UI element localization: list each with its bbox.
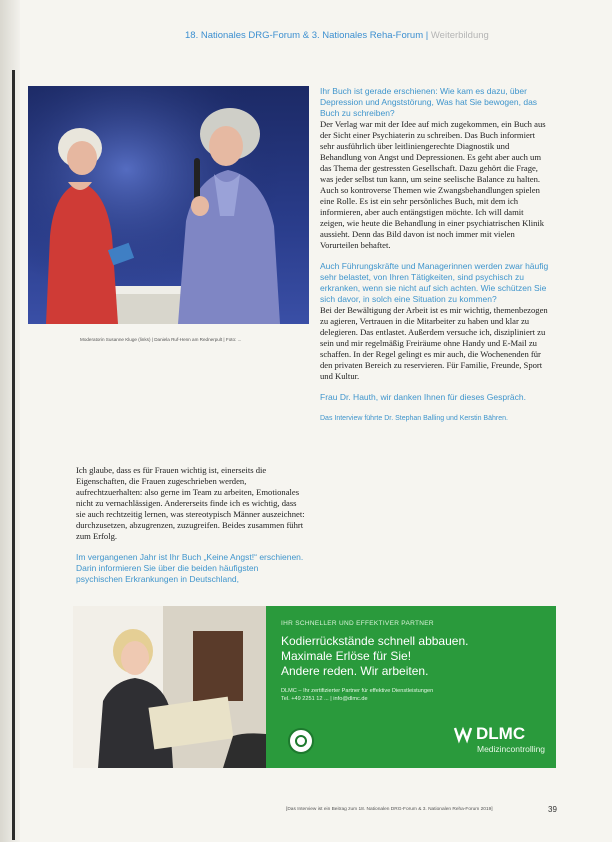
interview-credit: Das Interview führte Dr. Stephan Balling und Kerstin Bähren. [320, 415, 508, 422]
ad-contact [281, 687, 551, 703]
logo-name: DLMC [476, 724, 526, 743]
question-3: Im vergangenen Jahr ist Ihr Buch „Keine Angst!“ erschienen. Darin informieren Sie über die beiden häufigsten psychischen Erkrankungen in Deutschland, [76, 552, 304, 584]
dlmc-mark-icon [453, 724, 473, 744]
spacer [320, 251, 550, 261]
ad-headline-line-2: Maximale Erlöse für Sie! [281, 649, 412, 663]
page-number: 39 [548, 805, 557, 814]
ad-topline: IHR SCHNELLER UND EFFEKTIVER PARTNER [281, 620, 434, 627]
ad-photo [73, 606, 266, 768]
closing-thanks: Frau Dr. Hauth, wir danken Ihnen für dieses Gespräch. [320, 392, 526, 402]
ad-contact-line-1: DLMC – Ihr zertifizierter Partner für effektive Dienstleistungen [281, 688, 434, 694]
answer-0: Ich glaube, dass es für Frauen wichtig ist, einerseits die Eigenschaften, die Frauen zugeschrieben werden, aufrechtzuerhalten: also gerne im Team zu arbeiten, Emotionales nicht zu vernachlässigen. Andererseits finde ich es wichtig, dass sie auch rechtzeitig lernen, was stereotypisch Männer auszeichnet: durchzusetzen, abzugrenzen, zuzugreifen. Beides zusammen führt zum Erfolg. [76, 465, 305, 541]
header-section: Weiterbildung [430, 30, 489, 41]
dlmc-advertisement[interactable] [73, 606, 556, 768]
header-separator: | [423, 30, 431, 41]
binding-edge [12, 70, 15, 840]
page-footer-note: [Das Interview ist ein Beitrag zum 18. Nationalen DRG-Forum & 3. Nationalen Reha-Forum 2019] [286, 807, 493, 812]
ad-headline-line-3: Andere reden. Wir arbeiten. [281, 664, 429, 678]
ad-headline [281, 634, 551, 679]
question-1: Ihr Buch ist gerade erschienen: Wie kam es dazu, über Depression und Angststörung, Was hat Sie bewogen, das Buch zu schreiben? [320, 86, 538, 118]
stage-photo-illustration [28, 86, 309, 324]
spacer [320, 382, 550, 392]
logo-subtitle: Medizincontrolling [477, 744, 546, 754]
certification-seal-icon [288, 728, 314, 754]
running-header [185, 30, 489, 41]
ad-contact-line-2[interactable]: Tel. +49 2251 12 ... | info@dlmc.de [281, 696, 368, 702]
answer-1: Der Verlag war mit der Idee auf mich zugekommen, ein Buch aus der Sicht einer Psychiaterin zu schreiben. Das Buch informiert sehr ausführlich über leitliniengerechte Diagnostik und Behandlung von Angst und Depressionen. Es geht aber auch um das Thema der gestressten Gesellschaft. Dazu gehört die Frage, was jeder selbst tun kann, um seine seelische Balance zu halten. Auch so kontroverse Themen wie Zwangsbehandlungen spielen eine Rolle. Es ist ein sehr persönliches Buch, mit dem ich informieren, aber auch entängstigen möchte. Ich will damit zeigen, wie heute die Behandlung in einer psychiatrischen Klinik aussieht. Denn das Bild davon ist noch immer mit vielen Vorurteilen behaftet. [320, 119, 546, 250]
ad-text-block [281, 620, 551, 703]
spacer [320, 403, 550, 413]
photo-caption: Moderatorin Susanne Kluge (links) | Daniela Ruf-Henn am Rednerpult | Foto: ... [80, 337, 242, 342]
ad-photo-illustration [73, 606, 266, 768]
left-column [76, 465, 306, 585]
right-column [320, 86, 550, 424]
dlmc-logo [453, 724, 545, 754]
answer-2: Bei der Bewältigung der Arbeit ist es mir wichtig, themenbezogen zu agieren, Vertrauen in die Mitarbeiter zu haben und klar zu delegieren. Das entlastet. Außerdem versuche ich, diszipliniert zu sein und mir regelmäßig Freiräume ohne Handy und E-Mail zu schaffen. In der Regel gelingt es mir auch, die Wochenenden für den privaten Bereich zu reservieren. Für Familie, Freunde, Sport und Kultur. [320, 305, 548, 381]
spacer [76, 542, 306, 552]
stage-photo [28, 86, 309, 324]
page-gutter [0, 0, 20, 842]
question-2: Auch Führungskräfte und Managerinnen werden zwar häufig sehr belastet, von Ihren Tätigkeiten, sind psychisch zu erkranken, wenn sie nicht auf sich achten. Wie schützen Sie sich davor, in solch eine Situation zu kommen? [320, 261, 549, 304]
header-title: 18. Nationales DRG-Forum & 3. Nationales Reha-Forum [185, 30, 424, 41]
ad-headline-line-1: Kodierrückstände schnell abbauen. [281, 634, 469, 648]
